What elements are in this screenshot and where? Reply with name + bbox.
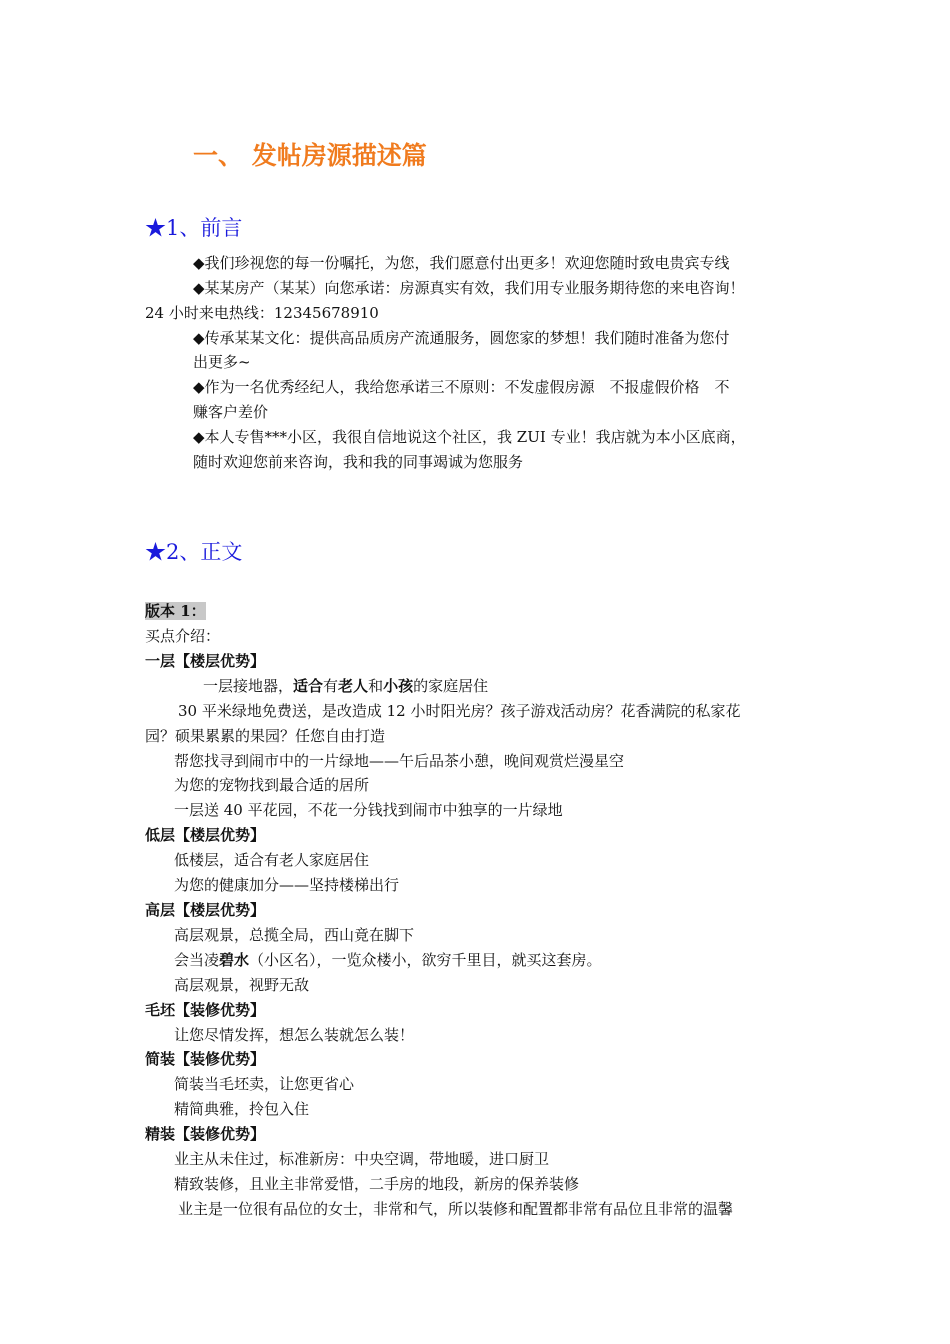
preface-line: 24 小时来电热线：12345678910	[145, 304, 379, 322]
preface-line: ◆某某房产（某某）向您承诺：房源真实有效，我们用专业服务期待您的来电咨询！	[193, 279, 745, 297]
preface-line: 随时欢迎您前来咨询，我和我的同事竭诚为您服务	[193, 453, 524, 471]
simple-line: 简装当毛坯卖，让您更省心	[174, 1075, 355, 1093]
low-floor-line: 为您的健康加分——坚持楼梯出行	[174, 876, 400, 894]
text-run: 的家庭居住	[413, 677, 489, 695]
preface-line: 赚客户差价	[193, 403, 269, 421]
version-label	[145, 601, 206, 621]
floor1-line: 帮您找寻到闹市中的一片绿地——午后品茶小憩，晚间观赏烂漫星空	[174, 752, 625, 770]
preface-line: ◆传承某某文化：提供高品质房产流通服务，圆您家的梦想！我们随时准备为您付	[193, 329, 730, 347]
preface-line: ◆本人专售***小区，我很自信地说这个社区，我 ZUI 专业！我店就为本小区底商，	[193, 428, 746, 446]
text-run: 会当凌	[174, 951, 220, 969]
floor1-line	[203, 676, 488, 696]
preface-line: 出更多~	[193, 353, 251, 371]
floor1-line: 30 平米绿地免费送，是改造成 12 小时阳光房？孩子游戏活动房？花香满院的私家花	[178, 702, 741, 720]
floor1-line: 园？硕果累累的果园？任您自由打造	[145, 727, 386, 745]
preface-line: ◆作为一名优秀经纪人，我给您承诺三不原则：不发虚假房源 不报虚假价格 不	[193, 378, 730, 396]
text-run: 有	[323, 677, 339, 695]
bold-text-run: 碧水	[219, 951, 250, 969]
high-floor-line: 高层观景，视野无敌	[174, 976, 310, 994]
floor1-line: 为您的宠物找到最合适的居所	[174, 776, 370, 794]
simple-heading: 简装【装修优势】	[145, 1050, 266, 1068]
document-title: 一、 发帖房源描述篇	[193, 141, 427, 170]
section-heading-preface: ★1、前言	[145, 216, 243, 240]
text-run: 和	[368, 677, 384, 695]
high-floor-heading: 高层【楼层优势】	[145, 901, 266, 919]
high-floor-line	[174, 950, 602, 970]
bold-text-run: 小孩	[383, 677, 414, 695]
text-run: （小区名），一览众楼小，欲穷千里目，就买这套房。	[249, 951, 602, 969]
fine-line: 业主从未住过，标准新房：中央空调，带地暖，进口厨卫	[174, 1150, 550, 1168]
fine-line: 精致装修，且业主非常爱惜，二手房的地段，新房的保养装修	[174, 1175, 580, 1193]
floor1-line: 一层送 40 平花园，不花一分钱找到闹市中独享的一片绿地	[174, 801, 563, 819]
low-floor-heading: 低层【楼层优势】	[145, 826, 266, 844]
bold-text-run: 老人	[338, 677, 369, 695]
high-floor-line: 高层观景，总揽全局，西山竟在脚下	[174, 926, 415, 944]
section-heading-body: ★2、正文	[145, 540, 243, 564]
fine-heading: 精装【装修优势】	[145, 1125, 266, 1143]
simple-line: 精简典雅，拎包入住	[174, 1100, 310, 1118]
rough-line: 让您尽情发挥，想怎么装就怎么装！	[174, 1026, 415, 1044]
version-label-text: 版本 1：	[145, 602, 206, 620]
text-run: 一层接地器，	[203, 677, 294, 695]
preface-line: ◆我们珍视您的每一份嘱托，为您，我们愿意付出更多！欢迎您随时致电贵宾专线	[193, 254, 730, 272]
intro-label: 买点介绍：	[145, 627, 221, 645]
fine-line: 业主是一位很有品位的女士，非常和气，所以装修和配置都非常有品位且非常的温馨	[178, 1200, 734, 1218]
rough-heading: 毛坯【装修优势】	[145, 1001, 266, 1019]
low-floor-line: 低楼层，适合有老人家庭居住	[174, 851, 370, 869]
floor1-heading: 一层【楼层优势】	[145, 652, 266, 670]
bold-text-run: 适合	[293, 677, 324, 695]
